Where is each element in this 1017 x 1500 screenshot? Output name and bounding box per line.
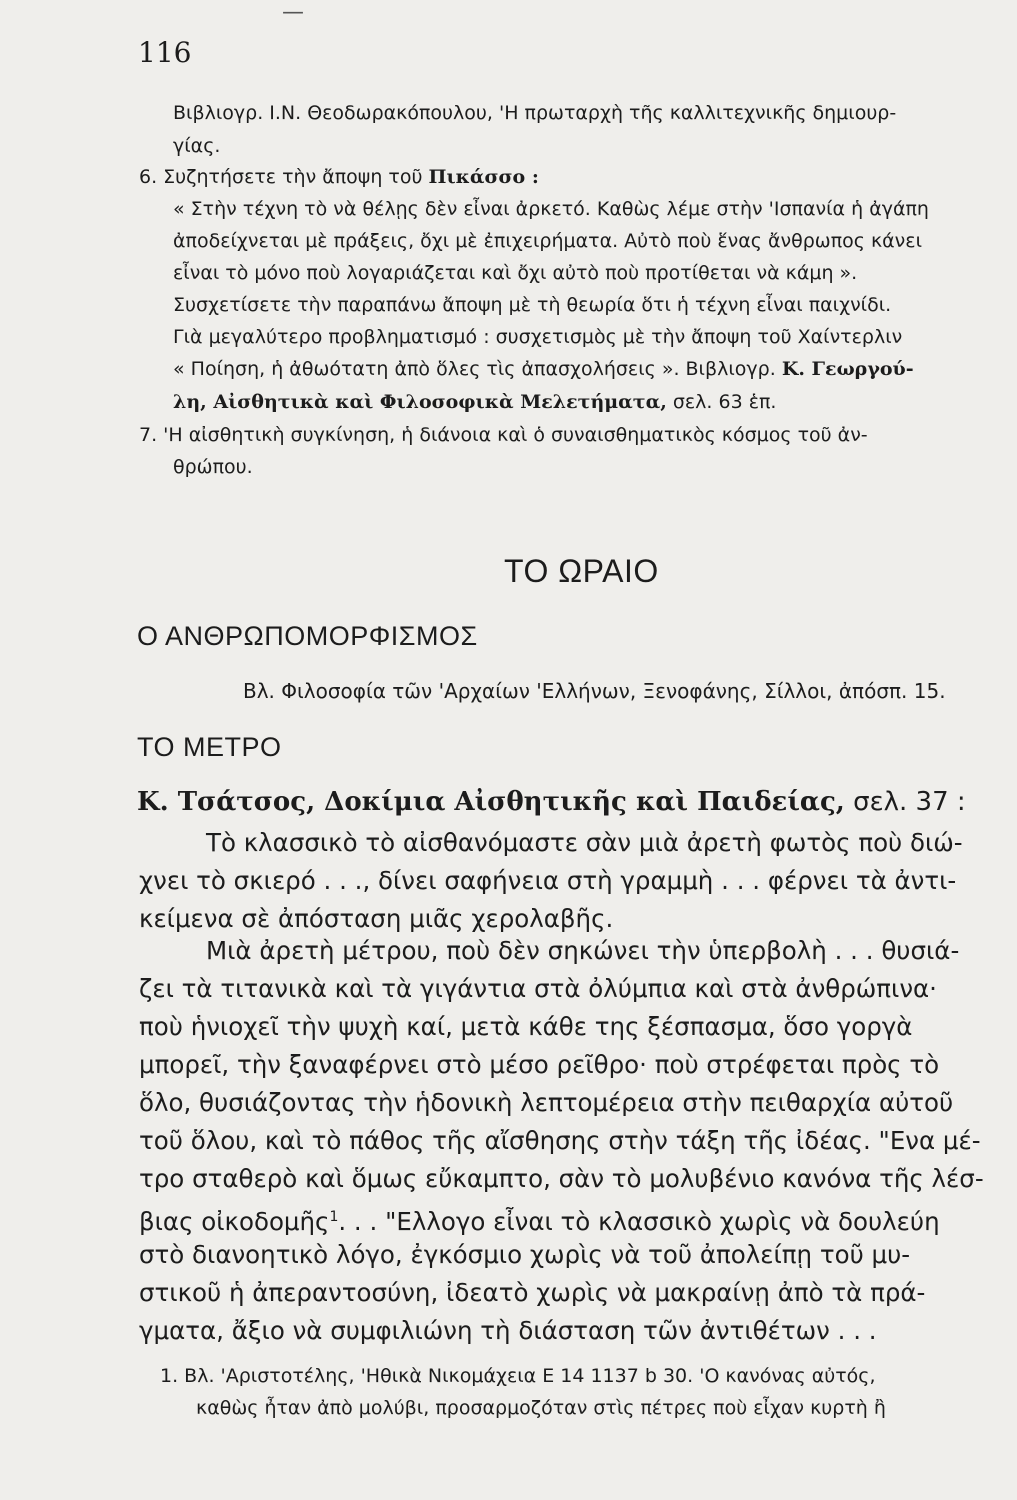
source-author-title: Κ. Τσάτσος, Δοκίμια Αἰσθητικῆς καὶ Παιδείας, <box>137 787 845 817</box>
source-page: σελ. 37 : <box>844 787 966 817</box>
body-p2-line-8-end: . . . "Ελλογο εἶναι τὸ κλασσικὸ χωρὶς νὰ δουλεύη <box>338 1207 940 1237</box>
body-p2-line-8 <box>139 1198 940 1241</box>
top-mark: — <box>282 0 304 25</box>
note-5-line-1: Βιβλιογρ. Ι.Ν. Θεοδωρακόπουλου, 'Η πρωταρχὴ τῆς καλλιτεχνικῆς δημιουρ- <box>173 102 897 124</box>
note-6-book-title: λη, Αἰσθητικὰ καὶ Φιλοσοφικὰ Μελετήματα, <box>173 391 667 413</box>
section-title-oraio: ΤΟ ΩΡΑΙΟ <box>504 553 659 589</box>
note-6-line-4: εἶναι τὸ μόνο ποὺ λογαριάζεται καὶ ὄχι αὐτὸ ποὺ προτίθεται νὰ κάμη ». <box>173 262 858 284</box>
anthropomorphism-reference: Βλ. Φιλοσοφία τῶν 'Αρχαίων 'Ελλήνων, Ξενοφάνης, Σίλλοι, ἀπόσπ. 15. <box>243 679 946 703</box>
source-citation <box>137 784 966 820</box>
body-p2-line-8-start: βιας οἰκοδομῆς <box>139 1207 330 1237</box>
note-7-line-1: 7. 'Η αἰσθητικὴ συγκίνηση, ἡ διάνοια καὶ ὁ συναισθηματικὸς κόσμος τοῦ ἀν- <box>139 424 868 446</box>
note-6-name: Πικάσσο : <box>428 166 539 188</box>
note-6-page-ref: σελ. 63 ἑπ. <box>666 391 777 413</box>
body-p2-line-4: μπορεῖ, τὴν ξαναφέρνει στὸ μέσο ρεῖθρο· ποὺ στρέφεται πρὸς τὸ <box>139 1050 940 1079</box>
body-p2-line-3: ποὺ ἡνιοχεῖ τὴν ψυχὴ καί, μετὰ κάθε της ξέσπασμα, ὅσο γοργὰ <box>139 1012 913 1041</box>
body-p2-line-1: Μιὰ ἀρετὴ μέτρου, ποὺ δὲν σηκώνει τὴν ὑπερβολὴ . . . θυσιά- <box>206 936 960 965</box>
note-6-line-2: « Στὴν τέχνη τὸ νὰ θέλῃς δὲν εἶναι ἀρκετό. Καθὼς λέμε στὴν 'Ισπανία ἡ ἀγάπη <box>173 198 929 220</box>
note-6-line-7-text: « Ποίηση, ἡ ἀθωότατη ἀπὸ ὅλες τὶς ἀπασχολήσεις ». Βιβλιογρ. <box>173 358 782 380</box>
subheading-metro: ΤΟ ΜΕΤΡΟ <box>137 732 282 762</box>
note-6-line-1 <box>139 162 539 192</box>
note-6-prefix: 6. Συζητήσετε τὴν ἄποψη τοῦ <box>139 166 429 188</box>
body-p2-line-2: ζει τὰ τιτανικὰ καὶ τὰ γιγάντια στὰ ὀλύμπια καὶ στὰ ἀνθρώπινα· <box>139 974 937 1003</box>
note-6-line-6: Γιὰ μεγαλύτερο προβληματισμό : συσχετισμὸς μὲ τὴν ἄποψη τοῦ Χαίντερλιν <box>173 326 903 348</box>
page-number: 116 <box>138 36 192 69</box>
note-6-line-7 <box>173 354 914 384</box>
body-p1-line-3: κείμενα σὲ ἀπόσταση μιᾶς χερολαβῆς. <box>139 904 614 933</box>
subheading-anthropomorphism: Ο ΑΝΘΡΩΠΟΜΟΡΦΙΣΜΟΣ <box>137 621 478 651</box>
body-p2-line-7: τρο σταθερὸ καὶ ὅμως εὔκαμπτο, σὰν τὸ μολυβένιο κανόνα τῆς λέσ- <box>139 1164 984 1193</box>
footnote-line-1: 1. Βλ. 'Αριστοτέλης, 'Ηθικὰ Νικομάχεια Ε 14 1137 b 30. 'Ο κανόνας αὐτός, <box>160 1365 876 1387</box>
body-p2-line-5: ὅλο, θυσιάζοντας τὴν ἡδονικὴ λεπτομέρεια στὴν πειθαρχία αὐτοῦ <box>139 1088 954 1117</box>
body-p1-line-1: Τὸ κλασσικὸ τὸ αἰσθανόμαστε σὰν μιὰ ἀρετὴ φωτὸς ποὺ διώ- <box>206 828 963 857</box>
note-6-line-8 <box>173 387 776 417</box>
note-6-line-3: ἀποδείχνεται μὲ πράξεις, ὄχι μὲ ἐπιχειρήματα. Αὐτὸ ποὺ ἕνας ἄνθρωπος κάνει <box>173 230 922 252</box>
body-p2-line-9: στὸ διανοητικὸ λόγο, ἐγκόσμιο χωρὶς νὰ τοῦ ἀπολείπῃ τοῦ μυ- <box>139 1240 911 1269</box>
body-p2-line-6: τοῦ ὅλου, καὶ τὸ πάθος τῆς αἴσθησης στὴν τάξη τῆς ἰδέας. "Ενα μέ- <box>139 1126 981 1155</box>
note-6-line-5: Συσχετίσετε τὴν παραπάνω ἄποψη μὲ τὴ θεωρία ὅτι ἡ τέχνη εἶναι παιχνίδι. <box>173 294 892 316</box>
body-p1-line-2: χνει τὸ σκιερό . . ., δίνει σαφήνεια στὴ γραμμὴ . . . φέρνει τὰ ἀντι- <box>139 866 957 895</box>
note-6-author: Κ. Γεωργού- <box>781 358 914 380</box>
footnote-line-2: καθὼς ἦταν ἀπὸ μολύβι, προσαρμοζόταν στὶς πέτρες ποὺ εἶχαν κυρτὴ ἢ <box>196 1397 886 1419</box>
note-7-line-2: θρώπου. <box>173 456 253 478</box>
body-p2-line-11: γματα, ἄξιο νὰ συμφιλιώνη τὴ διάσταση τῶν ἀντιθέτων . . . <box>139 1316 877 1345</box>
note-5-line-2: γίας. <box>173 135 221 157</box>
body-p2-line-10: στικοῦ ἡ ἀπεραντοσύνη, ἰδεατὸ χωρὶς νὰ μακραίνῃ ἀπὸ τὰ πρά- <box>139 1278 926 1307</box>
footnote-marker: 1 <box>329 1209 339 1225</box>
